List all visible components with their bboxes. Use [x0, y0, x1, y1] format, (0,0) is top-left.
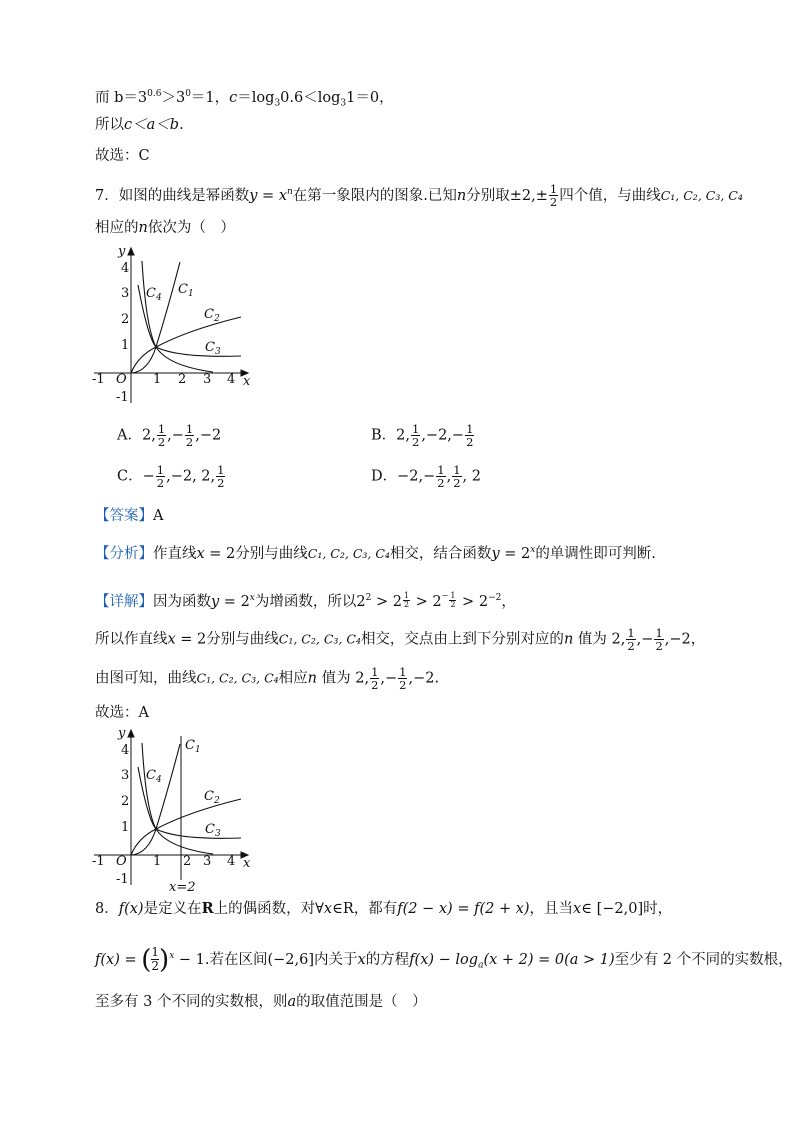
q8-line-1: 8．f(x)是定义在R上的偶函数，对∀x∈R，都有f(2 − x) = f(2 + x)，且当x∈ [−2,0]时， [95, 900, 673, 917]
tick-labels [92, 726, 251, 895]
x-tick: -1 [92, 854, 105, 869]
prev-answer: 故选：C [95, 148, 150, 164]
x-tick: 1 [153, 372, 162, 387]
y-tick: 1 [121, 338, 130, 353]
y-axis-arrow [128, 248, 134, 255]
label-c3: $C_3$ [205, 340, 221, 357]
label-c4: $C_4$ [146, 286, 162, 303]
label-c2: $C_2$ [204, 307, 220, 324]
y-tick: -1 [116, 390, 129, 405]
detail-line-3: 由图可知，曲线C₁, C₂, C₃, C₄相应n 值为 2, $\frac{1}{2}$ ,− $\frac{1}{2}$ ,−2. [95, 665, 440, 692]
y-tick: 2 [121, 794, 130, 809]
y-tick: 4 [121, 261, 130, 276]
curves [131, 743, 241, 855]
x-tick: 2 [178, 372, 187, 387]
label-c2: $C_2$ [204, 789, 220, 806]
y-tick: 1 [121, 820, 130, 835]
fraction: $\frac{1}{2}$ [549, 182, 558, 210]
q7-stem-line-2: 相应的n依次为（ ） [95, 220, 235, 236]
curve-c1 [131, 744, 180, 855]
final-answer: 故选：A [95, 705, 149, 721]
detail-line-1: 【详解】因为函数$y = 2^x$为增函数，所以$2^2 > 2$ $\frac{1}{2}$ > 2− $\frac{1}{2}$ > $2^{-2}$， [95, 591, 516, 610]
option-a[interactable]: A．2, $\frac{1}{2}$ ,− $\frac{1}{2}$ ,−2 [117, 422, 222, 449]
detail-tag: 【详解】 [95, 594, 153, 610]
analysis-tag: 【分析】 [95, 545, 153, 562]
label-c4: $C_4$ [146, 768, 162, 785]
prev-line-1: 而 $b=3^{0.6}>3^0=1$，$c=\log_30.6<\log_31=0$， [95, 89, 394, 109]
x-tick: 3 [203, 854, 212, 869]
q8-line-2: f(x) = ( $\frac{1}{2}$ )$^x$ − 1.若在区间(−2,6]内关于x的方程$f(x) - \log_a(x + 2) = 0(a > 1)$至少有 2 个不同的实数根， [95, 944, 793, 975]
q7-stem-line-1: 7．如图的曲线是幂函数$y = x^n$在第一象限内的图象.已知n分别取±2,± $\frac{1}{2}$ 四个值，与曲线C₁, C₂, C₃, C₄ [95, 182, 743, 210]
y-tick: -1 [116, 872, 129, 887]
prev-line-2: 所以c＜a＜b. [95, 117, 184, 133]
curve-c1 [131, 262, 180, 373]
y-tick: 3 [121, 768, 130, 783]
detail-line-2: 所以作直线x = 2分别与曲线C₁, C₂, C₃, C₄相交，交点由上到下分别对应的n 值为 2, $\frac{1}{2}$ ,− $\frac{1}{2}$ ,−2， [95, 626, 706, 653]
analysis-line: 【分析】作直线x = 2分别与曲线C₁, C₂, C₃, C₄相交，结合函数$y = 2^x$的单调性即可判断. [95, 545, 656, 562]
x-axis-label: x [243, 374, 251, 389]
x-tick: 4 [227, 372, 236, 387]
y-axis-label: y [118, 244, 126, 259]
answer-line: 【答案】A [95, 508, 164, 524]
y-tick: 3 [121, 286, 130, 301]
x-tick: 3 [203, 372, 212, 387]
y-tick: 4 [121, 743, 130, 758]
answer-tag: 【答案】 [95, 508, 153, 524]
x-tick: -1 [92, 372, 105, 387]
label-c1: $C_1$ [178, 282, 194, 299]
x-axis-label: x [243, 856, 251, 871]
y-tick: 2 [121, 312, 130, 327]
label-c3: $C_3$ [205, 822, 221, 839]
vline-label: x=2 [169, 880, 196, 895]
y-axis-arrow [128, 730, 134, 737]
origin-label: O [116, 854, 127, 869]
x-tick: 4 [227, 854, 236, 869]
option-c[interactable]: C．− $\frac{1}{2}$ ,−2, 2, $\frac{1}{2}$ [117, 463, 225, 490]
option-d[interactable]: D．−2,− $\frac{1}{2}$ , $\frac{1}{2}$ , 2 [371, 463, 481, 490]
label-c1: $C_1$ [185, 738, 201, 755]
x-tick: 1 [153, 854, 162, 869]
origin-label: O [116, 372, 127, 387]
y-axis-label: y [118, 726, 126, 741]
x-tick: 2 [183, 854, 192, 869]
power-function-graph [88, 238, 258, 408]
curves [131, 261, 241, 373]
tick-labels [92, 244, 251, 405]
q8-line-3: 至多有 3 个不同的实数根，则a的取值范围是（ ） [95, 994, 427, 1010]
power-function-graph-with-line [88, 720, 258, 895]
option-b[interactable]: B．2, $\frac{1}{2}$ ,−2,− $\frac{1}{2}$ [371, 422, 474, 449]
